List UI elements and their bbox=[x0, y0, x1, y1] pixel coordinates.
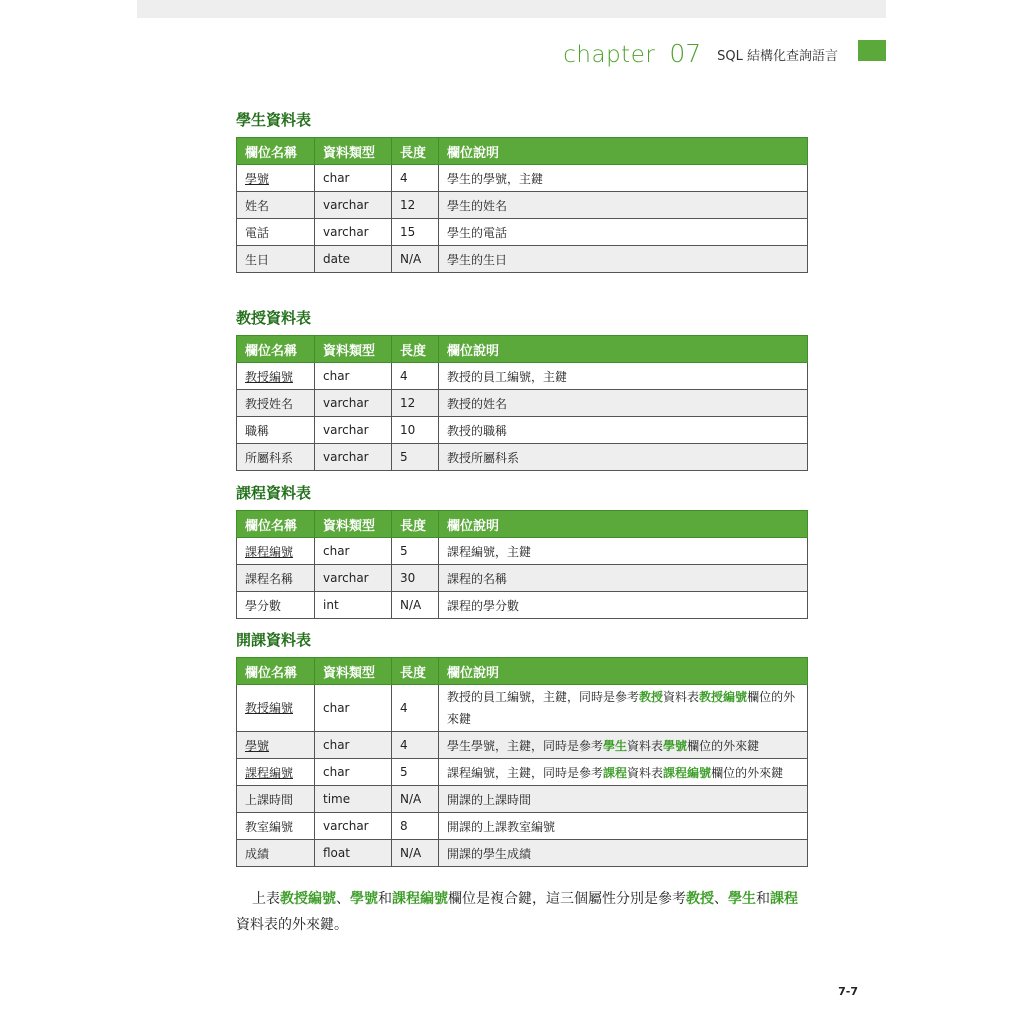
text-run: 開課的上課時間 bbox=[447, 792, 532, 807]
table-title: 開課資料表 bbox=[236, 631, 312, 649]
data-type-cell: char bbox=[315, 538, 392, 565]
text-run: 、 bbox=[336, 891, 350, 907]
length-cell: 12 bbox=[392, 390, 439, 417]
table-row bbox=[237, 592, 808, 619]
column-header: 欄位說明 bbox=[439, 658, 808, 685]
length-cell: 8 bbox=[392, 813, 439, 840]
table-title: 教授資料表 bbox=[236, 309, 312, 327]
data-type-cell: float bbox=[315, 840, 392, 867]
text-run: 學生的生日 bbox=[447, 252, 508, 267]
header-row bbox=[237, 511, 808, 538]
text-run: 課程編號，主鍵，同時是參考 bbox=[447, 765, 604, 780]
chapter-marker bbox=[858, 40, 886, 61]
column-header: 長度 bbox=[392, 336, 439, 363]
text-run: 資料表 bbox=[627, 738, 664, 753]
length-cell: N/A bbox=[392, 592, 439, 619]
column-header: 長度 bbox=[392, 138, 439, 165]
description-cell bbox=[439, 759, 808, 786]
highlight-term: 學生 bbox=[603, 738, 628, 753]
table-row bbox=[237, 732, 808, 759]
data-type-cell: char bbox=[315, 685, 392, 732]
description-cell bbox=[439, 732, 808, 759]
length-cell: N/A bbox=[392, 840, 439, 867]
column-header: 欄位名稱 bbox=[237, 138, 315, 165]
column-header: 資料類型 bbox=[315, 336, 392, 363]
description-cell bbox=[439, 840, 808, 867]
text-run: 和 bbox=[756, 891, 770, 907]
data-type-cell: varchar bbox=[315, 813, 392, 840]
column-header: 長度 bbox=[392, 511, 439, 538]
table-title: 課程資料表 bbox=[236, 484, 312, 502]
section-table-1 bbox=[236, 307, 807, 471]
table-row bbox=[237, 363, 808, 390]
highlight-term: 學生 bbox=[728, 891, 756, 907]
key-field-name: 學號 bbox=[245, 171, 270, 186]
text-run: 欄位的外來鍵 bbox=[687, 738, 760, 753]
highlight-term: 學號 bbox=[350, 891, 378, 907]
text-run: 學生的學號，主鍵 bbox=[447, 171, 544, 186]
key-field-name: 教授編號 bbox=[245, 701, 294, 715]
data-type-cell: char bbox=[315, 363, 392, 390]
field-name-cell bbox=[237, 759, 315, 786]
highlight-term: 教授編號 bbox=[280, 891, 336, 907]
field-name-cell bbox=[237, 219, 315, 246]
field-name: 教授姓名 bbox=[245, 396, 294, 411]
length-cell: 5 bbox=[392, 444, 439, 471]
length-cell: N/A bbox=[392, 786, 439, 813]
text-run: 上表 bbox=[252, 891, 280, 907]
text-run: 學生的電話 bbox=[447, 225, 508, 240]
section-table-0 bbox=[236, 109, 807, 273]
schema-table bbox=[236, 657, 808, 867]
description-cell bbox=[439, 219, 808, 246]
description-cell bbox=[439, 246, 808, 273]
field-name: 上課時間 bbox=[245, 792, 294, 807]
table-row bbox=[237, 786, 808, 813]
chapter-header bbox=[563, 36, 838, 68]
header-row bbox=[237, 658, 808, 685]
description-cell bbox=[439, 565, 808, 592]
data-type-cell: char bbox=[315, 759, 392, 786]
description-cell bbox=[439, 444, 808, 471]
top-strip bbox=[137, 0, 886, 18]
table-row bbox=[237, 840, 808, 867]
field-name-cell bbox=[237, 165, 315, 192]
description-cell bbox=[439, 390, 808, 417]
field-name-cell bbox=[237, 592, 315, 619]
table-row bbox=[237, 246, 808, 273]
header-row bbox=[237, 336, 808, 363]
description-cell bbox=[439, 538, 808, 565]
data-type-cell: int bbox=[315, 592, 392, 619]
text-run: 教授的員工編號，主鍵，同時是參考 bbox=[447, 690, 640, 704]
table-title: 學生資料表 bbox=[236, 111, 312, 129]
text-run: 學生的姓名 bbox=[447, 198, 508, 213]
field-name-cell bbox=[237, 192, 315, 219]
table-row bbox=[237, 390, 808, 417]
length-cell: 4 bbox=[392, 165, 439, 192]
table-row bbox=[237, 565, 808, 592]
length-cell: 5 bbox=[392, 759, 439, 786]
column-header: 欄位說明 bbox=[439, 511, 808, 538]
field-name: 所屬科系 bbox=[245, 450, 294, 465]
field-name-cell bbox=[237, 786, 315, 813]
table-row bbox=[237, 538, 808, 565]
length-cell: 5 bbox=[392, 538, 439, 565]
data-type-cell: char bbox=[315, 165, 392, 192]
text-run: 欄位的外來鍵 bbox=[447, 690, 796, 726]
column-header: 欄位說明 bbox=[439, 336, 808, 363]
field-name: 學分數 bbox=[245, 598, 282, 613]
description-cell bbox=[439, 813, 808, 840]
chapter-title: SQL 結構化查詢語言 bbox=[717, 49, 838, 64]
table-row bbox=[237, 813, 808, 840]
text-run: 教授的員工編號，主鍵 bbox=[447, 369, 568, 384]
field-name-cell bbox=[237, 565, 315, 592]
field-name: 成績 bbox=[245, 846, 270, 861]
data-type-cell: varchar bbox=[315, 192, 392, 219]
text-run: 和 bbox=[378, 891, 392, 907]
highlight-term: 教授 bbox=[639, 690, 664, 704]
data-type-cell: varchar bbox=[315, 565, 392, 592]
description-cell bbox=[439, 363, 808, 390]
length-cell: 15 bbox=[392, 219, 439, 246]
column-header: 資料類型 bbox=[315, 658, 392, 685]
length-cell: 4 bbox=[392, 363, 439, 390]
description-cell bbox=[439, 786, 808, 813]
field-name-cell bbox=[237, 813, 315, 840]
text-run: 教授所屬科系 bbox=[447, 450, 520, 465]
key-field-name: 學號 bbox=[245, 738, 270, 753]
schema-table bbox=[236, 510, 808, 619]
page-number: 7-7 bbox=[838, 985, 858, 998]
column-header: 欄位名稱 bbox=[237, 658, 315, 685]
text-run: 開課的學生成績 bbox=[447, 846, 532, 861]
description-cell bbox=[439, 592, 808, 619]
highlight-term: 學號 bbox=[663, 738, 688, 753]
table-row bbox=[237, 165, 808, 192]
table-row bbox=[237, 759, 808, 786]
field-name-cell bbox=[237, 363, 315, 390]
column-header: 長度 bbox=[392, 658, 439, 685]
text-run: 教授的姓名 bbox=[447, 396, 508, 411]
field-name-cell bbox=[237, 444, 315, 471]
highlight-term: 課程 bbox=[603, 765, 628, 780]
text-run: 學生學號，主鍵，同時是參考 bbox=[447, 738, 604, 753]
table-row bbox=[237, 685, 808, 732]
text-run: 欄位的外來鍵 bbox=[711, 765, 784, 780]
text-run: 資料表 bbox=[663, 690, 700, 704]
data-type-cell: char bbox=[315, 732, 392, 759]
description-cell bbox=[439, 417, 808, 444]
field-name: 生日 bbox=[245, 252, 270, 267]
length-cell: 30 bbox=[392, 565, 439, 592]
field-name-cell bbox=[237, 390, 315, 417]
chapter-number: 07 bbox=[669, 39, 702, 68]
text-run: 課程編號，主鍵 bbox=[447, 544, 532, 559]
description-cell bbox=[439, 192, 808, 219]
field-name-cell bbox=[237, 685, 315, 732]
highlight-term: 課程編號 bbox=[392, 891, 448, 907]
field-name-cell bbox=[237, 246, 315, 273]
schema-table bbox=[236, 137, 808, 273]
field-name: 電話 bbox=[245, 225, 270, 240]
column-header: 資料類型 bbox=[315, 138, 392, 165]
table-row bbox=[237, 219, 808, 246]
section-table-2 bbox=[236, 482, 807, 619]
length-cell: 10 bbox=[392, 417, 439, 444]
length-cell: 4 bbox=[392, 732, 439, 759]
text-run: 資料表 bbox=[627, 765, 664, 780]
highlight-term: 教授 bbox=[686, 891, 714, 907]
highlight-term: 課程 bbox=[770, 891, 798, 907]
data-type-cell: time bbox=[315, 786, 392, 813]
table-row bbox=[237, 192, 808, 219]
data-type-cell: varchar bbox=[315, 219, 392, 246]
field-name-cell bbox=[237, 840, 315, 867]
text-run: 、 bbox=[714, 891, 728, 907]
schema-table bbox=[236, 335, 808, 471]
text-run: 欄位是複合鍵，這三個屬性分別是參考 bbox=[448, 891, 686, 907]
column-header: 欄位說明 bbox=[439, 138, 808, 165]
key-field-name: 教授編號 bbox=[245, 369, 294, 384]
highlight-term: 課程編號 bbox=[663, 765, 712, 780]
data-type-cell: varchar bbox=[315, 444, 392, 471]
data-type-cell: varchar bbox=[315, 417, 392, 444]
field-name: 姓名 bbox=[245, 198, 270, 213]
chapter-word: chapter bbox=[563, 42, 656, 68]
data-type-cell: varchar bbox=[315, 390, 392, 417]
key-field-name: 課程編號 bbox=[245, 765, 294, 780]
field-name-cell bbox=[237, 538, 315, 565]
summary-paragraph bbox=[236, 886, 811, 938]
field-name-cell bbox=[237, 417, 315, 444]
text-run: 開課的上課教室編號 bbox=[447, 819, 556, 834]
column-header: 欄位名稱 bbox=[237, 511, 315, 538]
column-header: 欄位名稱 bbox=[237, 336, 315, 363]
header-row bbox=[237, 138, 808, 165]
field-name-cell bbox=[237, 732, 315, 759]
text-run: 課程的名稱 bbox=[447, 571, 508, 586]
description-cell bbox=[439, 165, 808, 192]
table-row bbox=[237, 417, 808, 444]
length-cell: 4 bbox=[392, 685, 439, 732]
field-name: 課程名稱 bbox=[245, 571, 294, 586]
highlight-term: 教授編號 bbox=[699, 690, 748, 704]
column-header: 資料類型 bbox=[315, 511, 392, 538]
section-table-3 bbox=[236, 629, 807, 867]
field-name: 教室編號 bbox=[245, 819, 294, 834]
data-type-cell: date bbox=[315, 246, 392, 273]
description-cell bbox=[439, 685, 808, 732]
length-cell: N/A bbox=[392, 246, 439, 273]
key-field-name: 課程編號 bbox=[245, 544, 294, 559]
table-row bbox=[237, 444, 808, 471]
text-run: 資料表的外來鍵。 bbox=[236, 917, 348, 933]
text-run: 教授的職稱 bbox=[447, 423, 508, 438]
field-name: 職稱 bbox=[245, 423, 270, 438]
text-run: 課程的學分數 bbox=[447, 598, 520, 613]
length-cell: 12 bbox=[392, 192, 439, 219]
